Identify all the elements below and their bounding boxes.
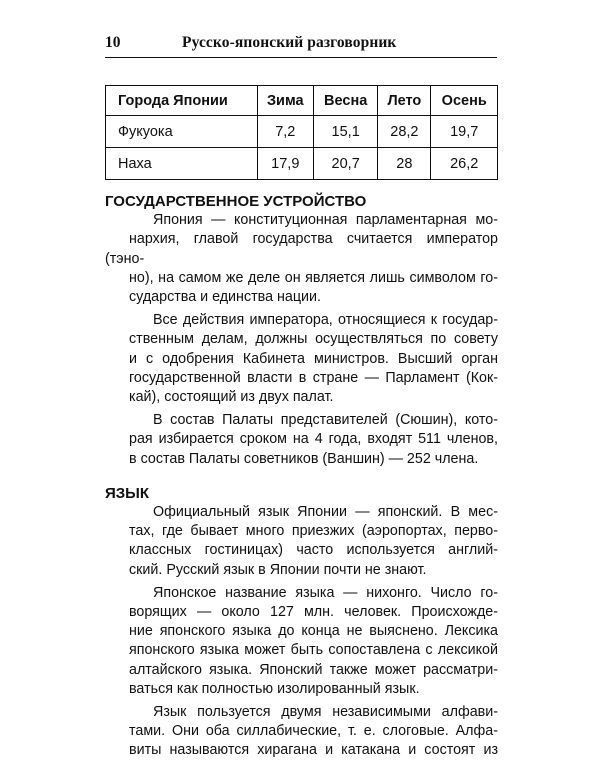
text-line: нархия, главой государства считается император (тэно- (105, 231, 498, 267)
table-cell: 20,7 (314, 148, 378, 180)
section-heading-government: ГОСУДАРСТВЕННОЕ УСТРОЙСТВО (105, 193, 367, 210)
text-line: Язык пользуется двумя независимыми алфави- (153, 704, 498, 721)
text-line: сударства и единства нации. (129, 289, 321, 306)
text-line: ский. Русский язык в Японии почти не знают. (129, 561, 427, 578)
table-cell: Фукуока (106, 116, 258, 148)
table-cell: 7,2 (257, 116, 313, 148)
paragraph (105, 703, 498, 761)
book-title: Русско-японский разговорник (182, 34, 397, 51)
text-line: Японское название языка — нихонго. Число го- (153, 584, 498, 601)
table-cell: 28 (378, 148, 431, 180)
table-header-row (106, 86, 498, 116)
paragraph (105, 503, 498, 580)
text-line: кай), состоящий из двух палат. (129, 389, 334, 406)
text-line: классных гостиницах) часто используется англий- (129, 542, 498, 559)
text-line: и с одобрения Кабинета министров. Высший орган (129, 350, 498, 367)
text-line: Официальный язык Японии — японский. В мес- (153, 504, 498, 521)
table-cell: Наха (106, 148, 258, 180)
table-cell: 28,2 (378, 116, 431, 148)
page-body (105, 192, 498, 761)
text-line: Япония — конституционная парламентарная мо- (153, 212, 498, 229)
text-line: ваться как полностью изолированный язык. (129, 680, 420, 697)
table-row (106, 148, 498, 180)
text-line: японского языка может быть сопоставлена с лексикой (129, 642, 498, 659)
table-cell: 15,1 (314, 116, 378, 148)
text-line: тах, где бывает много приезжих (аэропортах, перво- (129, 523, 498, 540)
text-line: ственным делам, должны осуществляться по совету (129, 331, 498, 348)
paragraph (105, 584, 498, 699)
page-number: 10 (105, 34, 121, 51)
text-line: в состав Палаты советников (Ваншин) — 252 члена. (129, 450, 479, 467)
table-cell: 26,2 (431, 148, 498, 180)
text-line: Все действия императора, относящиеся к государ- (153, 312, 498, 329)
text-line: виты называются хирагана и катакана и состоят из (129, 742, 498, 759)
section-heading-language: ЯЗЫК (105, 484, 150, 502)
text-line: ние японского языка до конца не выяснено. Лексика (129, 623, 498, 640)
text-line: но), на самом же деле он является лишь символом го- (129, 269, 498, 286)
table-cell: 19,7 (431, 116, 498, 148)
running-header (105, 34, 497, 58)
text-line: ворящих — около 127 млн. человек. Происхожде- (129, 604, 498, 621)
column-header: Весна (314, 86, 378, 116)
table-row (106, 116, 498, 148)
column-header: Лето (378, 86, 431, 116)
column-header: Осень (431, 86, 498, 116)
government-paragraphs (105, 211, 498, 469)
text-line: тами. Они оба силлабические, т. е. слоговые. Алфа- (129, 723, 498, 740)
column-header: Города Японии (106, 86, 258, 116)
language-paragraphs (105, 503, 498, 761)
table-cell: 17,9 (257, 148, 313, 180)
climate-table (105, 85, 498, 180)
text-line: В состав Палаты представителей (Сюшин), кото- (153, 412, 498, 429)
paragraph (105, 411, 498, 469)
column-header: Зима (257, 86, 313, 116)
paragraph (105, 211, 498, 307)
text-line: рая избирается сроком на 4 года, входят 511 членов, (129, 431, 498, 448)
paragraph (105, 311, 498, 407)
text-line: государственной власти в стране — Парламент (Кок- (129, 369, 498, 386)
text-line: алтайского языка. Японский также может рассматри- (129, 661, 498, 678)
